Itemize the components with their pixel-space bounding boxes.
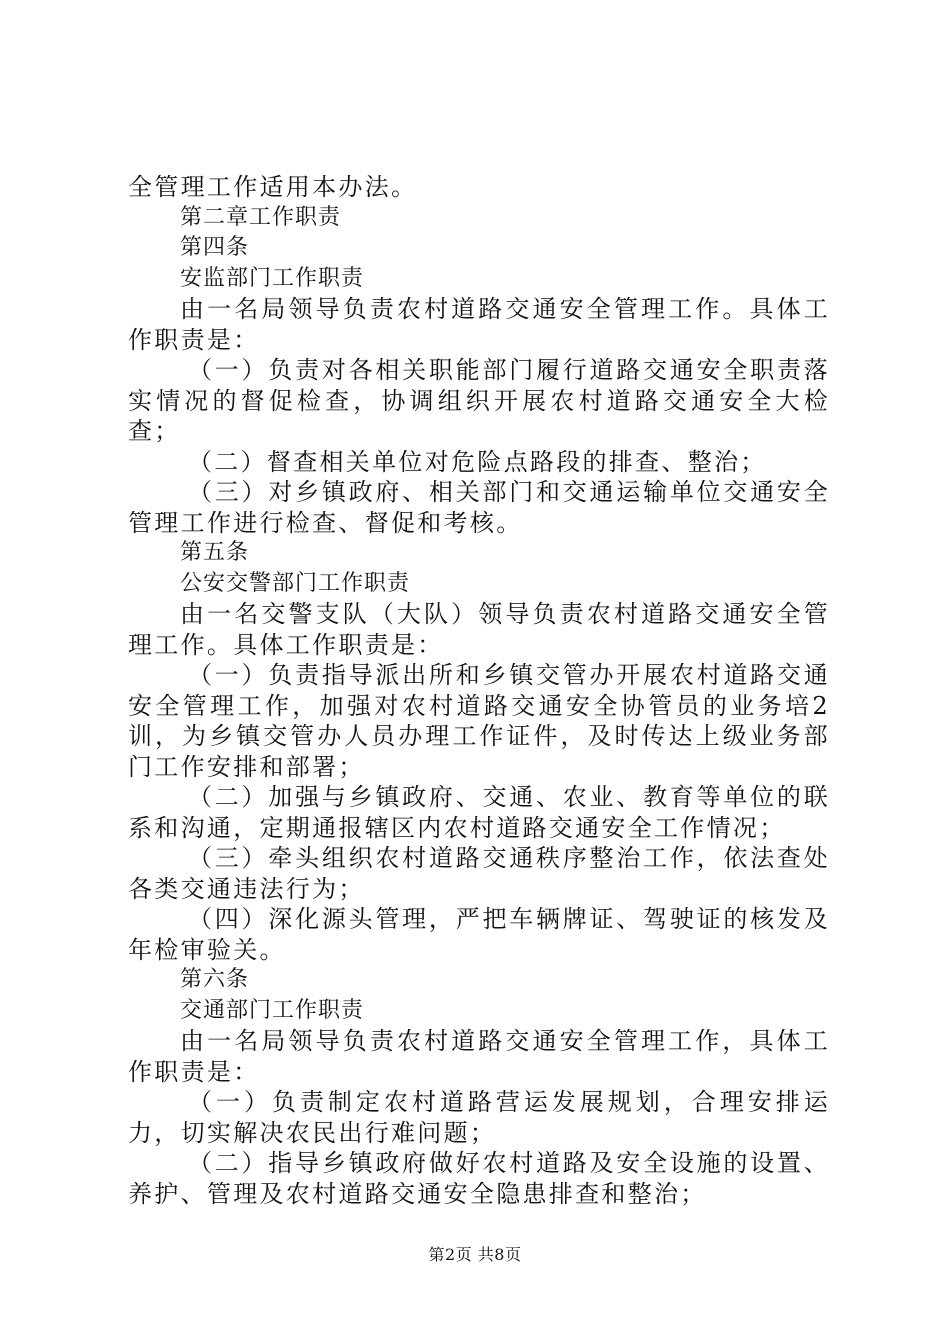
list-item: （一）负责对各相关职能部门履行道路交通安全职责落实情况的督促检查，协调组织开展农村道路交通安全大检查； [128,356,830,445]
page-footer [0,1242,950,1265]
list-item: （二）督查相关单位对危险点路段的排查、整治； [188,447,767,476]
page-number-label: 第2页 共8页 [428,1245,522,1264]
chapter-heading: 第二章工作职责 [180,204,342,230]
list-item: （一）负责指导派出所和乡镇交管办开展农村道路交通安全管理工作，加强对农村道路交通安全协管员的业务培2训，为乡镇交管办人员办理工作证件，及时传达上级业务部门工作安排和部署； [128,661,830,781]
article-title: 公安交警部门工作职责 [180,570,411,596]
paragraph: 由一名局领导负责农村道路交通安全管理工作，具体工作职责是： [128,1027,830,1086]
paragraph: 全管理工作适用本办法。 [128,173,418,201]
article-number: 第四条 [180,235,250,260]
article-title: 交通部门工作职责 [180,997,365,1023]
paragraph: 由一名局领导负责农村道路交通安全管理工作。具体工作职责是： [128,295,830,354]
list-item: （一）负责制定农村道路营运发展规划，合理安排运力，切实解决农民出行难问题； [128,1088,830,1147]
list-item: （四）深化源头管理，严把车辆牌证、驾驶证的核发及年检审验关。 [128,905,830,964]
paragraph: 由一名交警支队（大队）领导负责农村道路交通安全管理工作。具体工作职责是： [128,600,830,659]
list-item: （三）牵头组织农村道路交通秩序整治工作，依法查处各类交通违法行为； [128,844,830,903]
article-title: 安监部门工作职责 [180,265,365,291]
document-body [128,172,830,1209]
list-item: （二）指导乡镇政府做好农村道路及安全设施的设置、养护、管理及农村道路交通安全隐患排查和整治； [128,1149,830,1208]
article-number: 第六条 [180,967,250,992]
list-item: （三）对乡镇政府、相关部门和交通运输单位交通安全管理工作进行检查、督促和考核。 [128,478,830,537]
article-number: 第五条 [180,540,250,565]
list-item: （二）加强与乡镇政府、交通、农业、教育等单位的联系和沟通，定期通报辖区内农村道路交通安全工作情况； [128,783,830,842]
